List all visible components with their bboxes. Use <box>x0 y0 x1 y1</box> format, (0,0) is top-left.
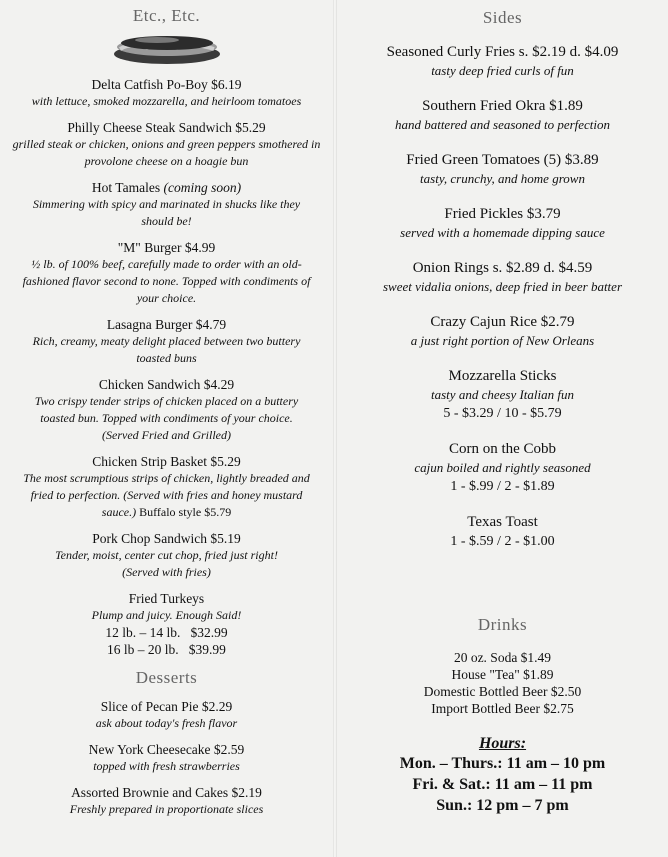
item-desc: Simmering with spicy and marinated in shucks like they should be! <box>32 197 301 228</box>
drink-item: 20 oz. Soda $1.49 <box>453 650 552 665</box>
drink-item: Domestic Bottled Beer $2.50 <box>423 684 582 699</box>
po-boy-sandwich-photo <box>112 32 222 66</box>
item-price-line: 1 - $.59 / 2 - $1.00 <box>450 534 555 549</box>
hours-line: Mon. – Thurs.: 11 am – 10 pm <box>399 755 606 772</box>
item-desc: ½ lb. of 100% beef, carefully made to order with an old-fashioned flavor second to none. Topped with condiments of your choice. <box>22 257 311 305</box>
item-name: Slice of Pecan Pie $2.29 <box>100 699 233 714</box>
hours-line: Fri. & Sat.: 11 am – 11 pm <box>412 776 593 793</box>
item-name: Chicken Strip Basket $5.29 <box>92 454 241 469</box>
item-desc: tasty, crunchy, and home grown <box>420 171 585 186</box>
item-desc: Two crispy tender strips of chicken placed on a buttery toasted bun. Topped with condiments of your choice. (Served Fried and Grilled) <box>34 394 299 442</box>
item-desc: grilled steak or chicken, onions and green peppers smothered in provolone cheese on a hoagie bun <box>12 137 321 168</box>
item-desc: Tender, moist, center cut chop, fried just right! (Served with fries) <box>55 548 278 579</box>
menu-item-chicken-strip-basket <box>0 453 333 521</box>
item-name: Fried Pickles $3.79 <box>444 206 561 222</box>
left-column <box>0 0 333 818</box>
menu-item-cajun-rice <box>337 312 668 350</box>
menu-item-pecan-pie <box>0 698 333 732</box>
item-name: Crazy Cajun Rice $2.79 <box>430 314 575 330</box>
item-desc: tasty deep fried curls of fun <box>431 63 574 78</box>
drink-item: House "Tea" $1.89 <box>451 667 554 682</box>
item-name: New York Cheesecake $2.59 <box>88 742 245 757</box>
etc-heading: Etc., Etc. <box>132 6 201 25</box>
item-name: Assorted Brownie and Cakes $2.19 <box>71 785 262 800</box>
menu-item-lasagna-burger <box>0 316 333 367</box>
item-name-text: Hot Tamales <box>91 180 161 195</box>
menu-item-catfish-po-boy <box>0 76 333 110</box>
hours-block <box>337 735 668 816</box>
item-desc: cajun boiled and rightly seasoned <box>414 460 591 475</box>
item-desc: hand battered and seasoned to perfection <box>394 117 611 132</box>
menu-item-fried-turkeys <box>0 590 333 658</box>
desserts-heading: Desserts <box>135 668 198 687</box>
menu-item-chicken-sandwich <box>0 376 333 444</box>
item-name: "M" Burger $4.99 <box>117 240 216 255</box>
menu-item-brownie-cakes <box>0 784 333 818</box>
item-name: Lasagna Burger $4.79 <box>106 317 227 332</box>
turkey-price-line: 16 lb – 20 lb. $39.99 <box>107 642 226 657</box>
drink-item: Import Bottled Beer $2.75 <box>431 701 574 716</box>
menu-item-m-burger <box>0 239 333 307</box>
item-name: Corn on the Cobb <box>448 441 557 457</box>
item-name: Philly Cheese Steak Sandwich $5.29 <box>67 120 266 135</box>
item-desc: topped with fresh strawberries <box>93 759 240 773</box>
menu-item-corn-on-the-cob <box>337 439 668 496</box>
menu-item-philly-cheese-steak <box>0 119 333 170</box>
item-desc: tasty and cheesy Italian fun <box>431 387 574 402</box>
menu-item-texas-toast <box>337 512 668 551</box>
menu-item-onion-rings <box>337 258 668 296</box>
item-desc-text: The most scrumptious strips of chicken, lightly breaded and fried to perfection. (Served with fries and honey mustard sauce.) <box>23 471 310 519</box>
menu-item-mozzarella-sticks <box>337 366 668 423</box>
item-desc-tail: Buffalo style $5.79 <box>139 505 232 519</box>
item-name: Pork Chop Sandwich $5.19 <box>92 531 241 546</box>
item-desc: served with a homemade dipping sauce <box>400 225 605 240</box>
item-name <box>0 179 333 196</box>
drinks-list <box>337 649 668 717</box>
item-price-line: 5 - $3.29 / 10 - $5.79 <box>443 406 562 421</box>
turkey-price-line: 12 lb. – 14 lb. $32.99 <box>105 625 228 640</box>
item-desc: Plump and juicy. Enough Said! <box>91 608 242 622</box>
item-name: Delta Catfish Po-Boy $6.19 <box>91 77 242 92</box>
item-name: Chicken Sandwich $4.29 <box>98 377 235 392</box>
item-name: Southern Fried Okra $1.89 <box>422 98 583 114</box>
item-desc: Freshly prepared in proportionate slices <box>69 802 264 816</box>
item-price-line: 1 - $.99 / 2 - $1.89 <box>450 479 555 494</box>
menu-item-fried-okra <box>337 96 668 134</box>
item-desc: a just right portion of New Orleans <box>410 333 595 348</box>
item-name: Onion Rings s. $2.89 d. $4.59 <box>412 260 593 276</box>
drinks-heading: Drinks <box>477 615 528 634</box>
menu-item-pork-chop-sandwich <box>0 530 333 581</box>
menu-item-fried-green-tomatoes <box>337 150 668 188</box>
menu-item-fried-pickles <box>337 204 668 242</box>
item-desc: sweet vidalia onions, deep fried in beer batter <box>382 279 622 294</box>
item-name: Mozzarella Sticks <box>448 368 557 384</box>
sides-heading: Sides <box>482 8 523 27</box>
item-name-note: (coming soon) <box>163 180 242 195</box>
menu-item-curly-fries <box>337 42 668 80</box>
item-desc <box>0 470 333 521</box>
item-desc: with lettuce, smoked mozzarella, and heirloom tomatoes <box>31 94 302 108</box>
item-desc: ask about today's fresh flavor <box>95 716 238 730</box>
menu-item-cheesecake <box>0 741 333 775</box>
item-name: Seasoned Curly Fries s. $2.19 d. $4.09 <box>386 44 619 60</box>
hours-title: Hours: <box>478 735 527 752</box>
item-name: Fried Turkeys <box>128 591 205 606</box>
right-column <box>337 0 668 816</box>
hours-line: Sun.: 12 pm – 7 pm <box>436 797 569 814</box>
menu-item-hot-tamales <box>0 179 333 230</box>
item-name: Fried Green Tomatoes (5) $3.89 <box>406 152 599 168</box>
item-name: Texas Toast <box>467 514 538 530</box>
item-desc: Rich, creamy, meaty delight placed between two buttery toasted buns <box>32 334 301 365</box>
